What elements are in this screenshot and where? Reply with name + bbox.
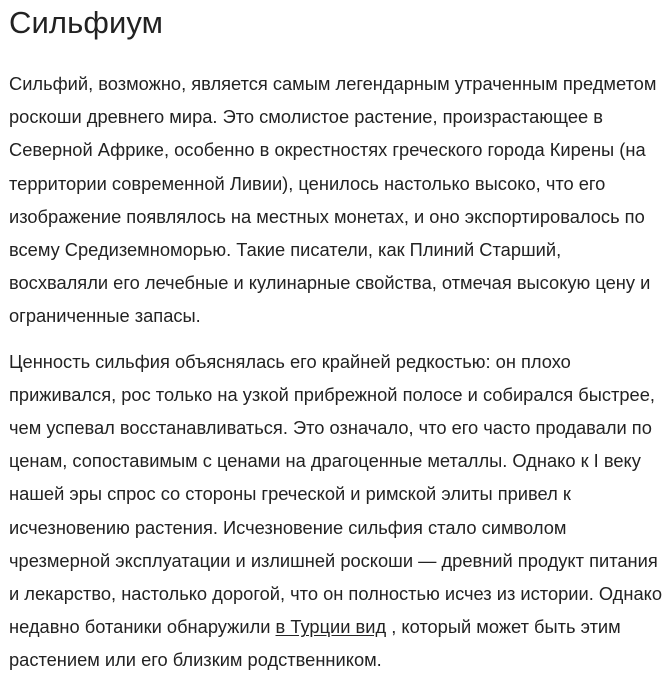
paragraph-2-text-start: Ценность сильфия объяснялась его крайней редкостью: он плохо приживался, рос только на узкой прибрежной полосе и собирался быстрее, чем успевал восстанавливаться. Это означало, что его часто продавали по ценам, сопоставимым с ценами на драгоценные металлы. Однако к I веку нашей эры спрос со стороны греческой и римской элиты привел к исчезновению растения. Исчезновение сильфия стало символом чрезмерной эксплуатации и излишней роскоши — древний продукт питания и лекарство, настолько дорогой, что он полностью исчез из истории. Однако недавно ботаники обнаружили — [9, 350, 662, 638]
article-paragraph-1: Сильфий, возможно, является самым легендарным утраченным предметом роскоши древнего мира. Это смолистое растение, произрастающее в Северной Африке, особенно в окрестностях греческого города Кирены (на территории современной Ливии), ценилось настолько высоко, что его изображение появлялось на местных монетах, и оно экспортировалось по всему Средиземноморью. Такие писатели, как Плиний Старший, восхваляли его лечебные и кулинарные свойства, отмечая высокую цену и ограниченные запасы. — [9, 73, 657, 327]
article-title: Сильфиум — [9, 5, 164, 40]
article-paragraph-2 — [9, 345, 662, 677]
turkey-species-link[interactable]: в Турции вид — [275, 616, 387, 638]
paragraph-2-text-end: , который может быть этим растением или его близким родственником. — [9, 616, 621, 671]
